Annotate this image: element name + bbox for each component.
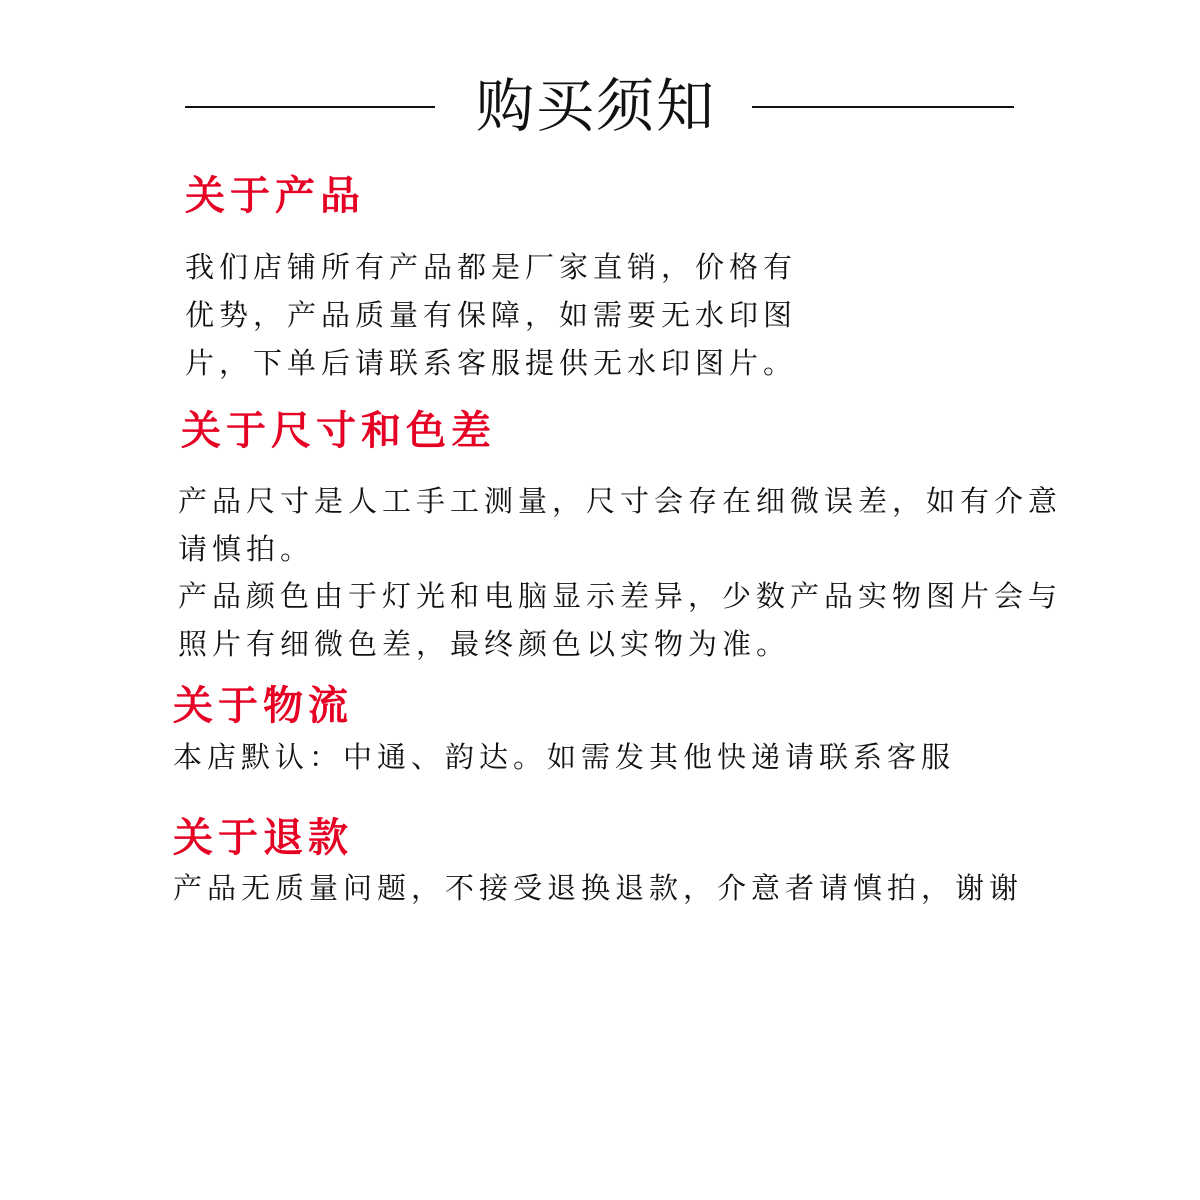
product-description-line: 片，下单后请联系客服提供无水印图片。 xyxy=(185,346,798,380)
size-description-line: 请慎拍。 xyxy=(178,532,315,566)
page-title: 购买须知 xyxy=(475,72,716,140)
product-description-line: 我们店铺所有产品都是厂家直销，价格有 xyxy=(185,250,798,284)
color-description-line: 照片有细微色差，最终颜色以实物为准。 xyxy=(178,627,791,661)
section-heading-refund: 关于退款 xyxy=(173,815,353,861)
color-description-line: 产品颜色由于灯光和电脑显示差异，少数产品实物图片会与 xyxy=(178,579,1063,613)
title-divider-left xyxy=(185,106,435,108)
title-divider-right xyxy=(752,106,1014,108)
section-heading-shipping: 关于物流 xyxy=(173,683,353,729)
color-description xyxy=(178,572,1062,668)
size-description-line: 产品尺寸是人工手工测量，尺寸会存在细微误差，如有介意 xyxy=(178,484,1063,518)
section-heading-size-color: 关于尺寸和色差 xyxy=(181,408,496,454)
shipping-description: 本店默认：中通、韵达。如需发其他快递请联系客服 xyxy=(173,740,956,774)
refund-description: 产品无质量问题，不接受退换退款，介意者请慎拍，谢谢 xyxy=(173,871,1024,905)
section-heading-product: 关于产品 xyxy=(185,173,365,219)
size-description xyxy=(178,477,1062,573)
product-description xyxy=(185,243,797,387)
title-banner xyxy=(0,62,1200,152)
product-description-line: 优势，产品质量有保障，如需要无水印图 xyxy=(185,298,798,332)
